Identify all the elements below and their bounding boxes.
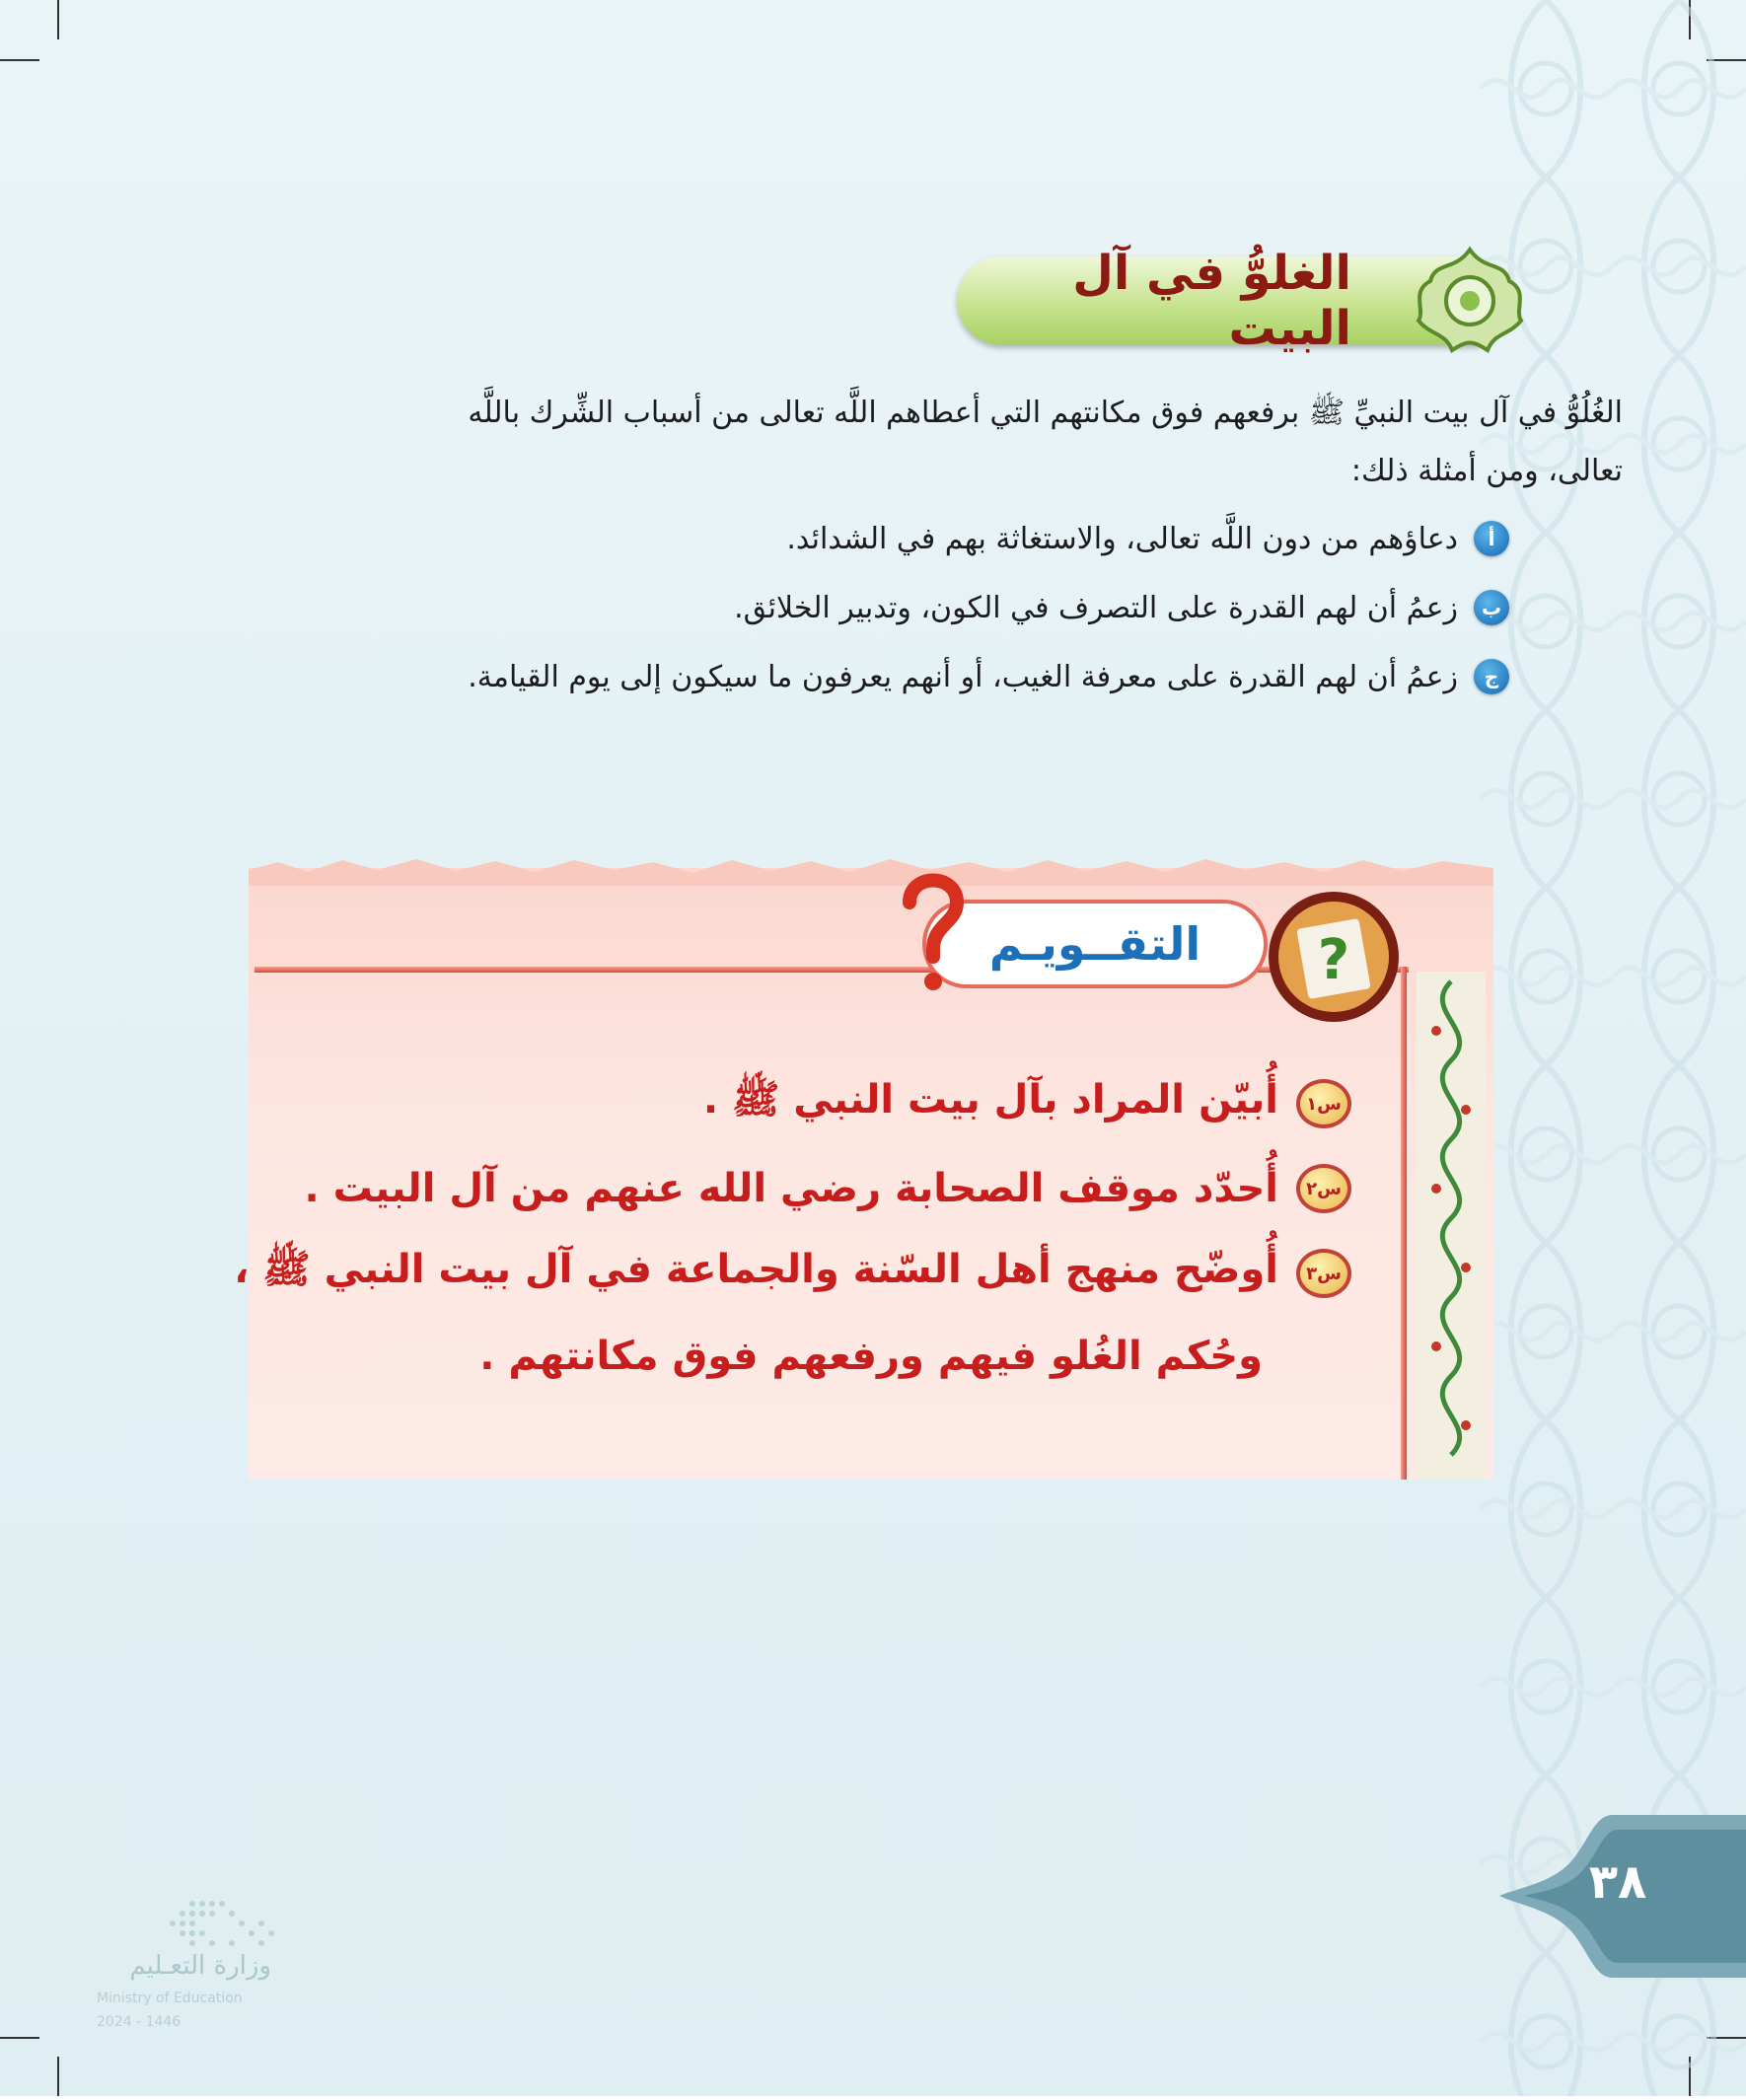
list-marker: ب bbox=[1474, 590, 1509, 625]
ministry-name-english: Ministry of Education bbox=[97, 1991, 243, 2006]
divider-rule-vertical bbox=[1401, 967, 1407, 1480]
question-item bbox=[305, 1164, 1351, 1213]
flower-emblem-icon bbox=[1411, 242, 1529, 360]
question-text: أُبيّن المراد بآل بيت النبي ﷺ . bbox=[702, 1077, 1278, 1122]
question-item bbox=[703, 1075, 1351, 1132]
list-marker: ج bbox=[1474, 659, 1509, 694]
list-item bbox=[786, 521, 1509, 556]
crop-mark bbox=[57, 0, 59, 39]
page-number: ٣٨ bbox=[1588, 1854, 1647, 1910]
question-text: أُوضّح منهج أهل السّنة والجماعة في آل بيت النبي ﷺ ، bbox=[234, 1247, 1278, 1292]
intro-line-1: الغُلُوُّ في آل بيت النبيِّ ﷺ برفعهم فوق مكانتهم التي أعطاهم اللَّه تعالى من أسباب الشِّرك باللَّه bbox=[468, 396, 1623, 430]
list-item bbox=[734, 590, 1509, 625]
question-paper-icon bbox=[1265, 888, 1403, 1026]
list-marker: أ bbox=[1474, 521, 1509, 556]
assessment-label-pill bbox=[922, 900, 1268, 988]
list-text: دعاؤهم من دون اللَّه تعالى، والاستغاثة بهم في الشدائد. bbox=[786, 521, 1458, 556]
list-item bbox=[468, 659, 1509, 694]
edition-year: 2024 - 1446 bbox=[97, 2014, 182, 2030]
crop-mark bbox=[0, 59, 39, 61]
list-text: زعمُ أن لهم القدرة على التصرف في الكون، وتدبير الخلائق. bbox=[734, 590, 1458, 625]
torn-edge-decoration bbox=[249, 856, 1493, 886]
svg-text:?: ? bbox=[1317, 928, 1350, 992]
assessment-label: التقــويـم bbox=[988, 917, 1201, 971]
crop-mark bbox=[57, 2057, 59, 2096]
section-title-banner bbox=[957, 246, 1480, 356]
section-title: الغلوُّ في آل البيت bbox=[1072, 246, 1351, 356]
intro-line-2: تعالى، ومن أمثلة ذلك: bbox=[1350, 454, 1623, 488]
question-text: أُحدّد موقف الصحابة رضي الله عنهم من آل البيت . bbox=[304, 1166, 1278, 1211]
question-text-continuation: وحُكم الغُلو فيهم ورفعهم فوق مكانتهم . bbox=[479, 1334, 1263, 1379]
ministry-name-arabic: وزارة التعـليم bbox=[129, 1951, 271, 1981]
list-text: زعمُ أن لهم القدرة على معرفة الغيب، أو أنهم يعرفون ما سيكون إلى يوم القيامة. bbox=[468, 659, 1458, 694]
crop-mark bbox=[0, 2037, 39, 2039]
question-marker: س١ bbox=[1296, 1079, 1351, 1128]
question-item bbox=[234, 1245, 1351, 1302]
arabesque-side-border bbox=[1417, 972, 1486, 1480]
question-mark-icon bbox=[898, 868, 967, 996]
ministry-logo-dots bbox=[94, 1894, 340, 1953]
question-marker: س٣ bbox=[1296, 1249, 1351, 1298]
question-marker: س٢ bbox=[1296, 1164, 1351, 1213]
